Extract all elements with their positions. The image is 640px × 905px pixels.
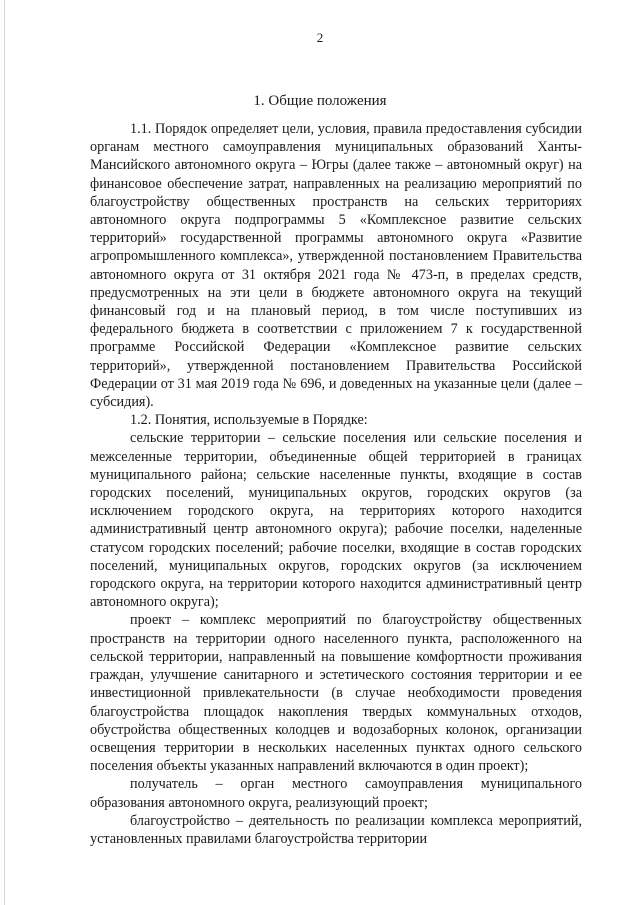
paragraph-1-2: 1.2. Понятия, используемые в Порядке:: [130, 412, 368, 429]
page-number: 2: [316, 30, 324, 45]
definition-project: проект – комплекс мероприятий по благоустройству общественных пространств на территории одного населенного пункта, расположенного на сельской территории, направленный на повышение комфортности проживания граждан, улучшение санитарного и эстетического состояния территории и ее инвестиционной привлекательности (в случае необходимости проведения благоустройства площадок накопления твердых коммунальных отходов, обустройства общественных колодцев и водозаборных колонок, организации освещения территории в нескольких населенных пунктах одного сельского поселения объекты указанных направлений включаются в один проект);: [90, 612, 582, 775]
section-title: 1. Общие положения: [253, 93, 387, 109]
document-body: [90, 120, 582, 848]
definition-recipient: получатель – орган местного самоуправления муниципального образования автономного округа, реализующий проект;: [90, 776, 582, 811]
paragraph-1-1: 1.1. Порядок определяет цели, условия, правила предоставления субсидии органам местного самоуправления муниципальных образований Ханты-Мансийского автономного округа – Югры (далее также – автономный округ) на финансовое обеспечение затрат, направленных на реализацию мероприятий по благоустройству общественных пространств на сельских территориях автономного округа подпрограммы 5 «Комплексное развитие сельских территорий» государственной программы автономного округа «Развитие агропромышленного комплекса», утвержденной постановлением Правительства автономного округа от 31 октября 2021 года № 473-п, в пределах средств, предусмотренных на эти цели в бюджете автономного округа на текущий финансовый год и на плановый период, в том числе поступивших из федерального бюджета в соответствии с приложением 7 к государственной программе Российской Федерации «Комплексное развитие сельских территорий», утвержденной постановлением Правительства Российской Федерации от 31 мая 2019 года № 696, и доведенных на указанные цели (далее – субсидия).: [90, 121, 582, 411]
definition-improvement: благоустройство – деятельность по реализации комплекса мероприятий, установленных правилами благоустройства территории: [90, 812, 582, 847]
scan-edge-line: [4, 0, 5, 905]
definition-rural-territories: сельские территории – сельские поселения или сельские поселения и межселенные территории, объединенные общей территорией в границах муниципального района; сельские населенные пункты, входящие в состав городских поселений, муниципальных округов, городских округов (за исключением городского округа, на территориях которого находится административный центр автономного округа); рабочие поселки, наделенные статусом городских поселений; рабочие поселки, входящие в состав городских поселений, муниципальных округов, городских округов (за исключением городского округа, на территории которого находится административный центр автономного округа);: [90, 430, 582, 611]
